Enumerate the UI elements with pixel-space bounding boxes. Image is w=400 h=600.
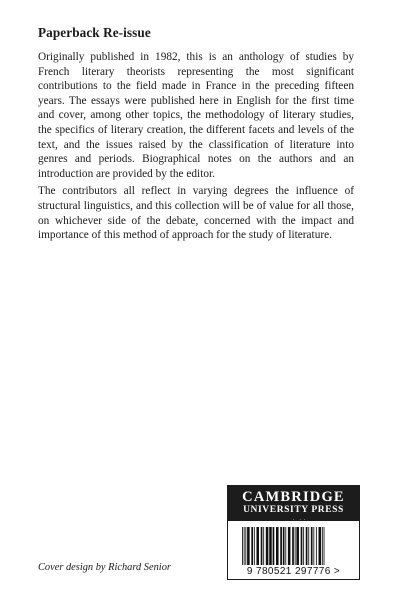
blurb-paragraph-1: Originally published in 1982, this is an anthology of studies by French literary theorists representing the most significant contributions to the field made in France in the preceding fifteen years. The essays were published here in English for the first time and cover, among other topics, the methodology of literary studies, the specifics of literary creation, the different facets and levels of the text, and the issues raised by the classification of literature into genres and periods. Biographical notes on the authors and an introduction are provided by the editor. [38, 51, 354, 180]
reissue-heading: Paperback Re-issue [38, 25, 151, 40]
cover-credit: Cover design by Richard Senior [38, 562, 171, 573]
barcode-bar [288, 527, 291, 565]
barcode-bar [276, 527, 279, 565]
barcode-bar [256, 527, 259, 565]
blurb-paragraph-2: The contributors all reflect in varying degrees the influence of structural linguistics, and this collection will be of value for all those, on whichever side of the debate, concerned with the impact and importance of this method of approach for the study of literature. [38, 185, 354, 242]
barcode-bar [269, 527, 272, 565]
barcode-bar [306, 527, 308, 565]
barcode-bar [251, 527, 253, 565]
barcode-bar [296, 527, 299, 565]
barcode-bar [322, 527, 323, 565]
barcode-bar [324, 527, 325, 565]
barcode-bar [242, 527, 243, 565]
blurb [38, 50, 354, 246]
barcode-bar [313, 527, 314, 565]
barcode-bar [295, 527, 296, 565]
barcode-bar [244, 527, 245, 565]
barcode-bar [261, 527, 263, 565]
barcode-bar [316, 527, 317, 565]
barcode-bar [263, 527, 264, 565]
barcode-bar [311, 527, 313, 565]
barcode-bar [254, 527, 255, 565]
barcode-digits: 9 780521 297776 > [228, 566, 359, 577]
barcode-bar [266, 527, 269, 565]
barcode-bar [292, 527, 294, 565]
barcode-bar [285, 527, 286, 565]
barcode-bar [301, 527, 303, 565]
barcode-bar [273, 527, 275, 565]
barcode-bar [280, 527, 282, 565]
barcode-bar [319, 527, 322, 565]
barcode-bar [283, 527, 285, 565]
publisher-subtitle: UNIVERSITY PRESS [243, 505, 344, 515]
barcode [227, 520, 360, 580]
barcode-bar [247, 527, 250, 565]
barcode-bar [245, 527, 246, 565]
publisher-name: CAMBRIDGE [242, 489, 345, 505]
barcode-bar [308, 527, 309, 565]
barcode-bar [303, 527, 304, 565]
